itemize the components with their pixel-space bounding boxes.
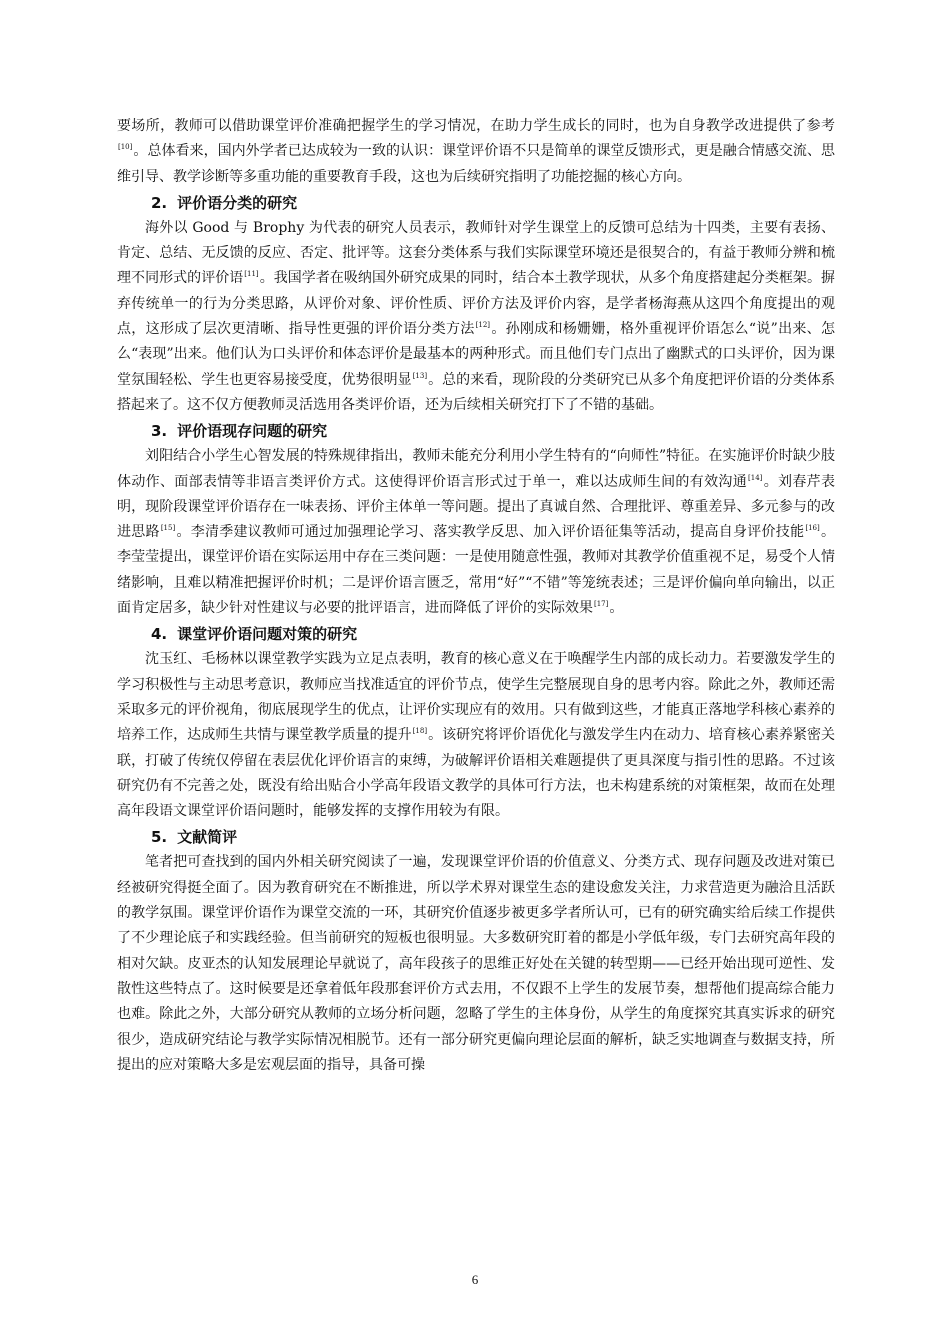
section-heading-3 — [117, 418, 835, 444]
section-heading-2 — [117, 190, 835, 216]
section-title: 评价语现存问题的研究 — [177, 422, 328, 441]
citation-ref: [14] — [748, 473, 763, 482]
citation-ref: [18] — [412, 727, 428, 736]
paragraph — [117, 444, 835, 621]
paragraph — [117, 647, 835, 824]
text-run: 。总体看来，国内外学者已达成较为一致的认识：课堂评价语不只是简单的课堂反馈形式，更是融合情感交流、思维引导、教学诊断等多重功能的重要教育手段，这也为后续研究指明了功能挖掘的核心方向。 — [117, 143, 835, 185]
page-body — [117, 114, 835, 1078]
section-title: 文献简评 — [177, 828, 238, 847]
citation-ref: [12] — [475, 321, 491, 330]
section-title: 评价语分类的研究 — [177, 193, 298, 212]
section-number: 2. — [151, 193, 168, 212]
page-number: 6 — [471, 1272, 479, 1287]
text-run: 。该研究将评价语优化与激发学生内在动力、培育核心素养紧密关联，打破了传统仅停留在表层优化评价语言的束缚，为破解评价语相关难题提供了更具深度与指引性的思路。不过该研究仍有不完善之处，既没有给出贴合小学高年段语文教学的具体可行方法，也未构建系统的对策框架，故而在处理高年段语文课堂评价语问题时，能够发挥的支撑作用较为有限。 — [117, 727, 836, 820]
section-number: 3. — [151, 422, 168, 441]
citation-ref: [15] — [160, 524, 176, 533]
section-heading-5 — [117, 824, 835, 850]
text-run: 要场所，教师可以借助课堂评价准确把握学生的学习情况，在助力学生成长的同时，也为自身教学改进提供了参考 — [117, 118, 835, 134]
citation-ref: [13] — [412, 371, 428, 380]
text-run: 沈玉红、毛杨林以课堂教学实践为立足点表明，教育的核心意义在于唤醒学生内部的成长动力。若要激发学生的学习积极性与主动思考意识，教师应当找准适宜的评价节点，使学生完整展现自身的思考内容。除此之外，教师还需采取多元的评价视角，彻底展现学生的优点，让评价实现应有的效用。只有做到这些，才能真正落地学科核心素养的培养工作，达成师生共情与课堂教学质量的提升 — [117, 651, 835, 744]
text-run: 笔者把可查找到的国内外相关研究阅读了一遍，发现课堂评价语的价值意义、分类方式、现存问题及改进对策已经被研究得挺全面了。因为教育研究在不断推进，所以学术界对课堂生态的建设愈发关注，力求营造更为融洽且活跃的教学氛围。课堂评价语作为课堂交流的一环，其研究价值逐步被更多学者所认可，已有的研究确实给后续工作提供了不少理论底子和实践经验。但当前研究的短板也很明显。大多数研究盯着的都是小学低年级，专门去研究高年段的相对欠缺。皮亚杰的认知发展理论早就说了，高年段孩子的思维正好处在关键的转型期——已经开始出现可逆性、发散性这些特点了。这时候要是还拿着低年段那套评价方式去用，不仅跟不上学生的发展节奏，想帮他们提高综合能力也难。除此之外，大部分研究从教师的立场分析问题，忽略了学生的主体身份，从学生的角度探究其真实诉求的研究很少，造成研究结论与教学实际情况相脱节。还有一部分研究更偏向理论层面的解析，缺乏实地调查与数据支持，所提出的应对策略大多是宏观层面的指导，具备可操 — [117, 854, 835, 1073]
paragraph — [117, 114, 835, 190]
text-run: 。总的来看，现阶段的分类研究已从多个角度把评价语的分类体系搭起来了。这不仅方便教师灵活选用各类评价语，还为后续相关研究打下了不错的基础。 — [117, 371, 836, 413]
text-run: 。我国学者在吸纳国外研究成果的同时，结合本土教学现状，从多个角度搭建起分类框架。摒弃传统单一的行为分类思路，从评价对象、评价性质、评价方法及评价内容，是学者杨海燕从这四个角度提出的观点，这形成了层次更清晰、指导性更强的评价语分类方法 — [117, 270, 836, 338]
section-title: 课堂评价语问题对策的研究 — [177, 625, 358, 644]
citation-ref: [17] — [594, 600, 609, 609]
text-run: 。刘春芹表明，现阶段课堂评价语存在一味表扬、评价主体单一等问题。提出了真诚自然、合理批评、尊重差异、多元参与的改进思路 — [117, 473, 836, 541]
text-run: 刘阳结合小学生心智发展的特殊规律指出，教师未能充分利用小学生特有的“向师性”特征。在实施评价时缺少肢体动作、面部表情等非语言类评价方式。这使得评价语言形式过于单一，难以达成师生间的有效沟通 — [117, 448, 835, 490]
paragraph — [117, 216, 835, 418]
citation-ref: [11] — [244, 270, 259, 279]
citation-ref: [10] — [118, 143, 133, 152]
section-heading-4 — [117, 621, 835, 647]
section-number: 5. — [151, 828, 168, 847]
paragraph — [117, 850, 835, 1078]
citation-ref: [16] — [805, 524, 820, 533]
text-run: 。李清季建议教师可通过加强理论学习、落实教学反思、加入评价语征集等活动，提高自身评价技能 — [176, 524, 805, 541]
text-run: 。李莹莹提出，课堂评价语在实际运用中存在三类问题：一是使用随意性强，教师对其教学价值重视不足，易受个人情绪影响，且难以精准把握评价时机；二是评价语言匮乏，常用“好”“不错”等笼统表述；三是评价偏向单向输出，以正面肯定居多，缺少针对性建议与必要的批评语言，进而降低了评价的实际效果 — [117, 524, 836, 617]
text-run: 。 — [609, 600, 624, 617]
section-number: 4. — [151, 625, 168, 644]
text-run: 海外以 Good 与 Brophy 为代表的研究人员表示，教师针对学生课堂上的反馈可总结为十四类，主要有表扬、肯定、总结、无反馈的反应、否定、批评等。这套分类体系与我们实际课堂环境还是很契合的，有益于教师分辨和梳理不同形式的评价语 — [117, 219, 835, 287]
text-run: 。孙刚成和杨姗姗，格外重视评价语怎么“说”出来、怎么“表现”出来。他们认为口头评价和体态评价是最基本的两种形式。而且他们专门点出了幽默式的口头评价，因为课堂氛围轻松、学生也更容易接受度，优势很明显 — [117, 321, 835, 388]
